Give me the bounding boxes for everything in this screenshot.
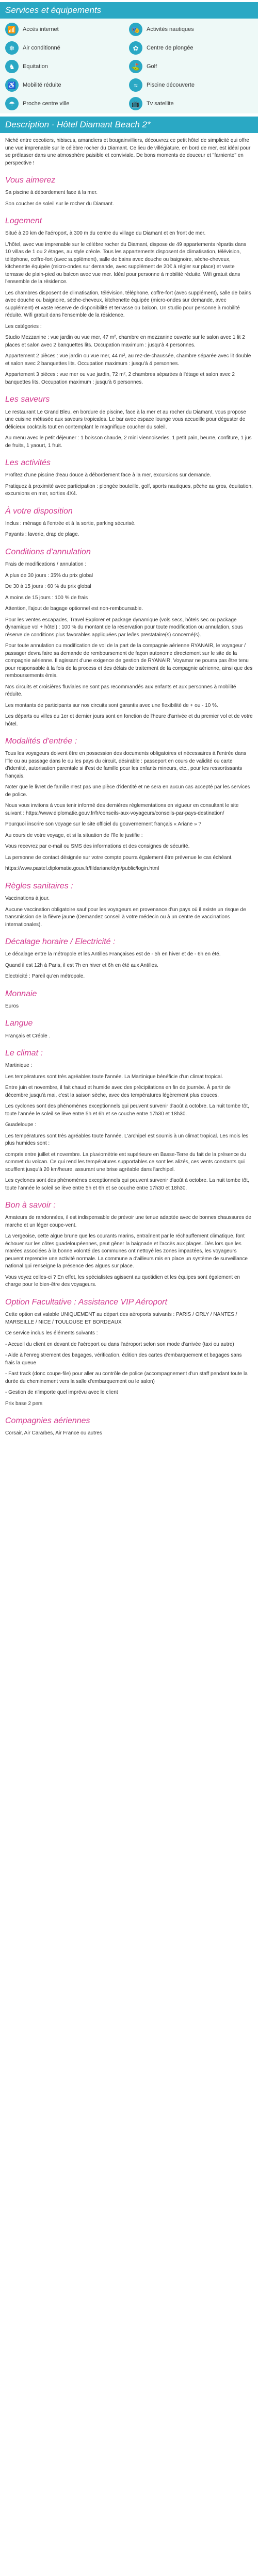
paragraph: Tous les voyageurs doivent être en possession des documents obligatoires et nécessaires à l'entrée dans l'île ou au passage dans le ou les pays du circuit, désirable : passeport en cours de validité ou carte d'identité, autorisation parentale si il'est de famille pour les enfants mineurs, etc., pour les ressortissants français.: [5, 751, 247, 779]
horse-icon: ♞: [5, 60, 19, 73]
amenity-label: Air conditionné: [23, 45, 60, 51]
section-title-saveurs: Les saveurs: [5, 395, 50, 404]
amenity-item: [129, 41, 253, 55]
wifi-icon: 📶: [5, 23, 19, 36]
amenity-label: Centre de plongée: [147, 45, 194, 51]
paragraph: Situé à 20 km de l'aéroport, à 300 m du centre du village du Diamant et en front de mer.: [5, 230, 206, 237]
section-compagnies: [5, 1415, 253, 1438]
paragraph: La vergeoise, cette algue brune que les courants marins, entraînent par le réchauffement climatique, font échouer sur les côtes guadeloupéennes, peut gêner la baignade et l'accès aux plages. Dès lors que les marées associées à la bonne volonté des communes ont nettoyé les zones impactées, les voyageurs peuvent reprendre une activité normale. La commune a d'ailleurs mis en place un système de surveillance national qui renseigne la présence des algues sur place.: [5, 1233, 248, 1269]
section-title-activites: Les activités: [5, 458, 51, 468]
paragraph: Cette option est valable UNIQUEMENT au départ des aéroports suivants : PARIS / ORLY / NANTES / MARSEILLE / NICE / TOULOUSE ET BORDEAUX: [5, 1312, 237, 1325]
amenity-item: [129, 23, 253, 36]
paragraph: - Fast track (donc coupe-file) pour aller au contrôle de police (accompagnement d'un staff pendant toute la durée du cheminement vers la salle d'embarquement ou le salon): [5, 1371, 248, 1384]
paragraph: Attention, l'ajout de bagage optionnel est non-remboursable.: [5, 606, 143, 612]
paragraph: Euros: [5, 1003, 19, 1009]
section-title: Décalage horaire / Electricité :: [5, 937, 116, 946]
paragraph: compris entre juillet et novembre. La pluviométrie est supérieure en Basse-Terre du fait de la présence du sommet du volcan. Ce qui rend les températures supportables ce sont les alizés, ces vents constants qui soufflent jusqu'à 20 km/heure, assurant une brise agréable dans l'archipel.: [5, 1151, 246, 1173]
spa-icon: ✿: [129, 41, 142, 55]
snowflake-icon: ❄: [5, 41, 19, 55]
section-title: Langue: [5, 1019, 33, 1028]
amenity-item: [5, 41, 129, 55]
section-title: Règles sanitaires :: [5, 881, 73, 890]
paragraph: La personne de contact désignée sur votre compte pourra également être prévenue le cas échéant.: [5, 854, 233, 861]
amenity-label: Accès internet: [23, 26, 59, 32]
paragraph: Pourquoi inscrire son voyage sur le site officiel du gouvernement français « Ariane » ?: [5, 821, 202, 828]
paragraph: Entre juin et novembre, il fait chaud et humide avec des précipitations en fin de journée. À partir de décembre jusqu'à mai, c'est la saison sèche, avec des températures légèrement plus douces.: [5, 1085, 231, 1098]
paragraph: Les catégories :: [5, 323, 42, 329]
paragraph: Appartement 3 pièces : vue mer ou vue jardin, 72 m², 2 chambres séparées à l'étage et salon avec 2 banquettes lits. Occupation maximum : jusqu'à 6 personnes.: [5, 372, 235, 385]
paragraph: L'hôtel, avec vue imprenable sur le célèbre rocher du Diamant, dispose de 49 appartements répartis dans 10 villas de 1 ou 2 étages, au style créole. Tous les appartements disposent de climatisation, télévision, téléphone, coffre-fort (avec supplément), salle de bains avec douche ou baignoire, sèche-cheveux, kitchenette équipée (micro-ondes sur demande, avec supplément de 20€ à régler sur place) et vaste terrasse de plain-pied ou balcon avec vue mer. Idéal pour personne à mobilité réduite. Wifi gratuit dans l'ensemble de la résidence.: [5, 241, 247, 285]
paragraph: Les températures sont très agréables toute l'année. La Martinique bénéficie d'un climat tropical.: [5, 1074, 223, 1080]
info-sections: [5, 546, 253, 1438]
paragraph: Français et Créole .: [5, 1033, 51, 1039]
paragraph: Prix base 2 pers: [5, 1400, 43, 1407]
activites-list: [5, 472, 253, 498]
golf-icon: ⛳: [129, 60, 142, 73]
amenity-item: [129, 60, 253, 73]
paragraph: Guadeloupe :: [5, 1122, 37, 1128]
paragraph: Noter que le livret de famille n'est pas une pièce d'identité et ne sera en aucun cas accepté par les services de police.: [5, 784, 250, 798]
paragraph: Inclus : ménage à l'entrée et à la sortie, parking sécurisé.: [5, 520, 136, 526]
paragraph: Corsair, Air Caraïbes, Air France ou autres: [5, 1430, 102, 1436]
paragraph: Appartement 2 pièces : vue jardin ou vue mer, 44 m², au rez-de-chaussée, chambre séparée avec lit double et salon avec 2 banquettes lits. Occupation maximum : jusqu'à 4 personnes.: [5, 353, 251, 367]
paragraph: Quand il est 12h à Paris, il est 7h en hiver et 6h en été aux Antilles.: [5, 962, 158, 968]
section-langue: [5, 1017, 253, 1040]
amenity-label: Golf: [147, 63, 157, 70]
section-climat: [5, 1047, 253, 1192]
amenity-label: Proche centre ville: [23, 101, 70, 107]
aimerez-list: [5, 189, 253, 208]
section-sanitaires: [5, 880, 253, 929]
paragraph: Pour toute annulation ou modification de vol de la part de la compagnie aérienne RYANAIR, le voyageur / passager devra faire sa demande de remboursement de façon autonome directement sur le site de la compagnie aérienne. Il agissant d'une exigence de gestion de RYANAIR, Voyamar ne pourra pas être tenu pour responsable à la fois de la process et des délais de traitement de la compagnie aérienne, ainsi que des remboursements émis.: [5, 643, 253, 679]
paragraph: Au menu avec le petit déjeuner : 1 boisson chaude, 2 mini viennoiseries, 1 petit pain, beurre, confiture, 1 jus de fruits, 1 yaourt, 1 fruit.: [5, 435, 252, 449]
section-title-aimerez: Vous aimerez: [5, 176, 56, 185]
section-title: Conditions d'annulation: [5, 547, 91, 556]
paragraph: Au cours de votre voyage, et si la situation de l'île le justifie :: [5, 832, 143, 838]
section-title: Compagnies aériennes: [5, 1416, 90, 1426]
pool-icon: ≈: [129, 78, 142, 92]
logement-list: [5, 230, 253, 386]
intro-text: Niché entre cocotiers, hibiscus, amandiers et bougainvilliers, découvrez ce petit hôtel de simplicité qui offre une vue imprenable sur le célèbre rocher du Diamant. Ce lieu de villégiature, en bord de mer, est idéal pour se prélasser dans une atmosphère paisible et conviviale. De bons moments de douceur et "farniente" en perspective !: [5, 138, 251, 166]
amenity-item: [129, 78, 253, 92]
paragraph: Payants : laverie, drap de plage.: [5, 532, 79, 538]
section-title: Bon à savoir :: [5, 1201, 56, 1210]
paragraph: https://www.pastel.diplomatie.gouv.fr/fildariane/dyn/public/login.html: [5, 866, 159, 872]
amenity-item: [5, 78, 129, 92]
paragraph: Profitez d'une piscine d'eau douce à débordement face à la mer, excursions sur demande.: [5, 472, 212, 478]
paragraph: Studio Mezzanine : vue jardin ou vue mer, 47 m², chambre en mezzanine ouverte sur le salon avec 1 lit 2 places et salon avec 2 banquettes lits. Occupation maximum : jusqu'à 4 personnes.: [5, 335, 245, 348]
amenity-label: Tv satellite: [147, 101, 174, 107]
section-aeroport: [5, 1296, 253, 1408]
tv-icon: 📺: [129, 97, 142, 110]
section-annulation: [5, 546, 253, 728]
section-title: Le climat :: [5, 1049, 43, 1058]
paragraph: Le restaurant Le Grand Bleu, en bordure de piscine, face à la mer et au rocher du Diamant, vous propose une cuisine métissée aux saveurs tropicales. Le bar avec espace lounge vous accueille pour déguster de délicieux cocktails tout en contemplant le magnifique coucher du soleil.: [5, 409, 246, 430]
amenity-item: [5, 60, 129, 73]
paragraph: - Accueil du client en devant de l'aéroport ou dans l'aéroport selon son mode d'arrivée (taxi ou autre): [5, 1341, 234, 1347]
paragraph: Son coucher de soleil sur le rocher du Diamant.: [5, 201, 114, 207]
amenities-grid: [0, 19, 258, 113]
paragraph: Amateurs de randonnées, il est indispensable de prévoir une tenue adaptée avec de bonnes chaussures de marche et un léger coupe-vent.: [5, 1215, 251, 1228]
amenity-label: Mobilité réduite: [23, 82, 61, 88]
wheelchair-icon: ♿: [5, 78, 19, 92]
paragraph: Les départs ou villes du 1er et dernier jours sont en fonction de l'heure d'arrivée et du premier vol et de votre hôtel.: [5, 714, 253, 727]
section-bonavoir: [5, 1199, 253, 1289]
activities-icon: 🎭: [129, 23, 142, 36]
amenity-item: [5, 97, 129, 110]
paragraph: Les chambres disposent de climatisation, télévision, téléphone, coffre-fort (avec supplément), salle de bains avec douche ou baignoire, sèche-cheveux, kitchenette équipée (micro-ondes sur demande, avec supplément) et vaste réserve de disponibilité et terrasse ou balcon. Un studio pour personne à mobilité réduite. Wifi gratuit dans l'ensemble de la résidence.: [5, 290, 251, 319]
paragraph: - Gestion de n'importe quel imprévu avec le client: [5, 1390, 118, 1396]
amenity-label: Activités nautiques: [147, 26, 194, 32]
disposition-list: [5, 520, 253, 539]
section-monnaie: [5, 988, 253, 1011]
paragraph: Les cyclones sont des phénomènes exceptionnels qui peuvent survenir d'août à octobre. La nuit tombe tôt, toute l'année le soleil se lève entre 5h et 6h et se couche entre 17h30 et 18h30.: [5, 1178, 249, 1191]
paragraph: Martinique :: [5, 1063, 33, 1069]
amenity-label: Equitation: [23, 63, 48, 70]
paragraph: Pour les ventes escapades, Travel Explorer et package dynamique (vols secs, hôtels sec ou package dynamique vol + hôtel) : 100 % du montant de la réservation pour toute modification ou annulation, sous réserve de conditions plus favorables appliquées par le/les prestataire(s) concerné(s).: [5, 617, 243, 638]
paragraph: Ce service inclus les éléments suivants :: [5, 1330, 98, 1336]
amenity-item: [5, 23, 129, 36]
saveurs-list: [5, 409, 253, 450]
section-title-logement: Logement: [5, 217, 42, 226]
paragraph: Les cyclones sont des phénomènes exceptionnels qui peuvent survenir d'août à octobre. La nuit tombe tôt, toute l'année le soleil se lève entre 5h et 6h et se couche entre 17h30 et 18h30.: [5, 1103, 249, 1117]
paragraph: Nous vous invitons à vous tenir informé des dernières réglementations en vigueur en consultant le site suivant : https://www.diplomatie.gouv.fr/fr/conseils-aux-voyageurs/conseils-par-pays-destination/: [5, 803, 239, 816]
paragraph: A plus de 30 jours : 35% du prix global: [5, 572, 93, 579]
amenity-item: [129, 97, 253, 110]
paragraph: Les montants de participants sur nos circuits sont garantis avec une flexibilité de + ou - 10 %.: [5, 702, 218, 708]
paragraph: Les températures sont très agréables toute l'année. L'archipel est soumis à un climat tropical. Les mois les plus humides sont :: [5, 1133, 249, 1147]
section-title: Monnaie: [5, 989, 37, 998]
paragraph: Pratiquez à proximité avec participation : plongée bouteille, golf, sports nautiques, pêche au gros, équitation, excursions en mer, sorties 4X4.: [5, 483, 253, 497]
paragraph: Vaccinations à jour.: [5, 896, 50, 901]
amenity-label: Piscine découverte: [147, 82, 195, 88]
page: [0, 2, 258, 1438]
paragraph: Frais de modifications / annulation :: [5, 562, 87, 568]
paragraph: Aucune vaccination obligatoire sauf pour les voyageurs en provenance d'un pays où il existe un risque de transmission de la fièvre jaune (Demandez conseil à votre médecin ou à un centre de vaccinations internationales).: [5, 906, 246, 928]
services-header: Services et équipements: [0, 2, 258, 19]
section-decalage: [5, 936, 253, 981]
paragraph: Vous recevrez par e-mail ou SMS des informations et des consignes de sécurité.: [5, 844, 190, 850]
paragraph: A moins de 15 jours : 100 % de frais: [5, 595, 88, 601]
paragraph: De 30 à 15 jours : 60 % du prix global: [5, 584, 91, 590]
paragraph: Vous voyez celles-ci ? En effet, les spécialistes agissent au quotidien et les équipes sont également en charge pour le bien-être des voyageurs.: [5, 1274, 240, 1288]
beach-icon: ☂: [5, 97, 19, 110]
paragraph: Electricité : Pareil qu'en métropole.: [5, 973, 85, 980]
section-entree: [5, 735, 253, 873]
paragraph: - Aide à l'enregistrement des bagages, vérification, édition des cartes d'embarquement et bagages sans frais la queue: [5, 1352, 242, 1366]
section-title: Modalités d'entrée :: [5, 737, 77, 746]
description-header: Description - Hôtel Diamant Beach 2*: [0, 117, 258, 133]
section-title-disposition: À votre disposition: [5, 506, 73, 516]
content: [0, 137, 258, 1438]
section-title: Option Facultative : Assistance VIP Aéroport: [5, 1297, 167, 1307]
paragraph: Le décalage entre la métropole et les Antilles Françaises est de - 5h en hiver et de - 6h en été.: [5, 951, 221, 957]
paragraph: Nos circuits et croisières fluviales ne sont pas recommandés aux enfants et aux personnes à mobilité réduite.: [5, 684, 236, 698]
paragraph: Sa piscine à débordement face à la mer.: [5, 190, 98, 196]
